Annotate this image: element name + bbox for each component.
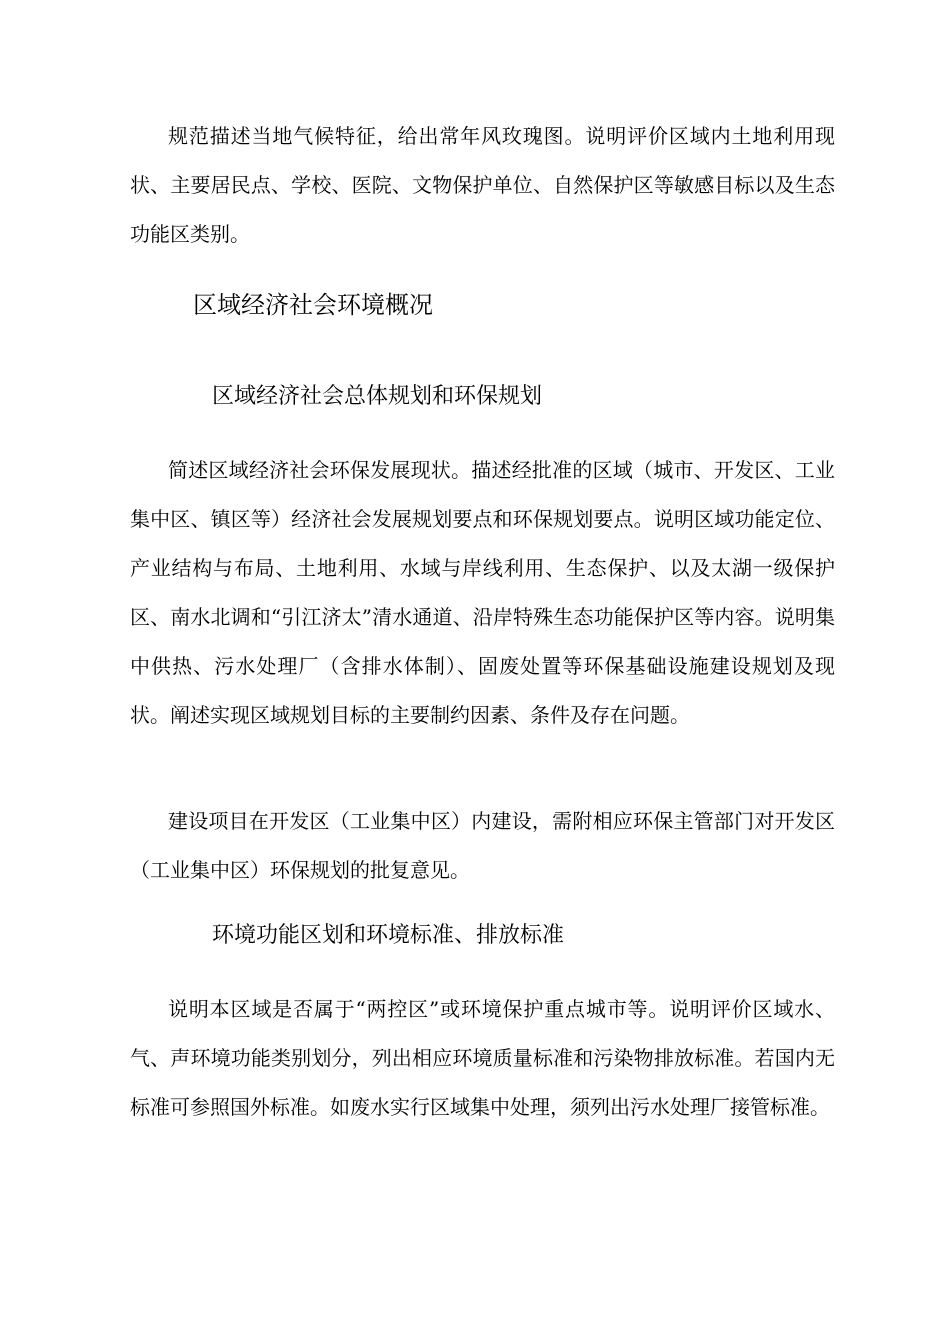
section-heading: 区域经济社会环境概况 [193,291,433,319]
development-zone-paragraph: 建设项目在开发区（工业集中区）内建设，需附相应环保主管部门对开发区（工业集中区）环保规划的批复意见。 [130,809,835,882]
subsection-heading-planning: 区域经济社会总体规划和环保规划 [212,384,543,409]
intro-paragraph: 规范描述当地气候特征，给出常年风玫瑰图。说明评价区域内土地利用现状、主要居民点、学校、医院、文物保护单位、自然保护区等敏感目标以及生态功能区类别。 [130,124,835,246]
planning-paragraph: 简述区域经济社会环保发展现状。描述经批准的区域（城市、开发区、工业集中区、镇区等）经济社会发展规划要点和环保规划要点。说明区域功能定位、产业结构与布局、土地利用、水域与岸线利用、生态保护、以及太湖一级保护区、南水北调和“引江济太”清水通道、沿岸特殊生态功能保护区等内容。说明集中供热、污水处理厂（含排水体制）、固废处置等环保基础设施建设规划及现状。阐述实现区域规划目标的主要制约因素、条件及存在问题。 [130,458,835,727]
standards-paragraph: 说明本区域是否属于“两控区”或环境保护重点城市等。说明评价区域水、气、声环境功能类别划分，列出相应环境质量标准和污染物排放标准。若国内无标准可参照国外标准。如废水实行区域集中处理，须列出污水处理厂接管标准。 [130,997,835,1119]
subsection-heading-standards: 环境功能区划和环境标准、排放标准 [212,923,565,948]
